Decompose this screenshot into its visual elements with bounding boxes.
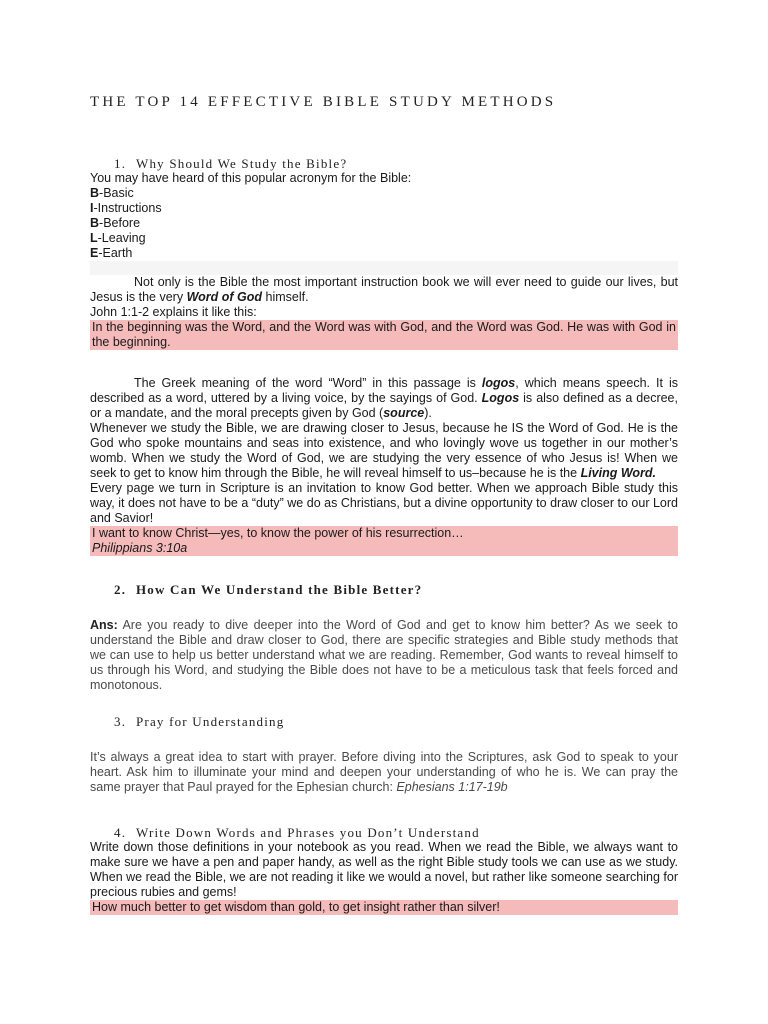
spacer-band: [90, 261, 678, 275]
quote-philippians-ref: Philippians 3:10a: [92, 541, 188, 555]
paragraph-understand-better: Ans: Are you ready to dive deeper into the Word of God and get to know him better? As we seek to understand the Bible and draw closer to God, there are specific strategies and Bible study methods that we can use to help us better understand what we are reading. Remember, God wants to reveal himself to us through his Word, and studying the Bible does not have to be a meticulous task that feels forced and monotonous.: [90, 618, 678, 692]
section-1-continued: [90, 376, 678, 556]
section-3-number: 3.: [114, 714, 127, 729]
section-4-title: Write Down Words and Phrases you Don’t Understand: [136, 825, 480, 840]
quote-wisdom-highlight: How much better to get wisdom than gold, to get insight rather than silver!: [90, 900, 678, 915]
quote-john-highlight: In the beginning was the Word, and the Word was with God, and the Word was God. He was with God in the beginning.: [92, 320, 676, 349]
acronym-item: B-Before: [90, 216, 141, 230]
section-2-number: 2.: [114, 582, 127, 597]
paragraph-logos: The Greek meaning of the word “Word” in this passage is logos, which means speech. It is described as a word, uttered by a living voice, by the sayings of God. Logos is also defined as a decree, or a mandate, and the moral precepts given by God (source).: [90, 376, 678, 420]
quote-philippians-highlight: [90, 526, 678, 556]
acronym-intro: You may have heard of this popular acronym for the Bible:: [90, 171, 412, 185]
section-3-body: [90, 750, 678, 795]
acronym-item: E-Earth: [90, 246, 133, 260]
acronym-item: B-Basic: [90, 186, 134, 200]
section-1-number: 1.: [114, 156, 127, 171]
section-3-title: Pray for Understanding: [136, 714, 285, 729]
section-2: [90, 582, 678, 597]
paragraph-word-of-god: Not only is the Bible the most important instruction book we will ever need to guide our lives, but Jesus is the very Word of God himself.: [90, 275, 678, 304]
acronym-item: I-Instructions: [90, 201, 162, 215]
acronym-item: L-Leaving: [90, 231, 146, 245]
section-3: [90, 714, 678, 729]
section-1-heading: [90, 156, 678, 171]
paragraph-write-down: Write down those definitions in your notebook as you read. When we read the Bible, we always want to make sure we have a pen and paper handy, as well as the right Bible study tools we can use as we study. When we read the Bible, we are not reading it like we would a novel, but rather like someone searching for precious rubies and gems!: [90, 840, 678, 899]
john-reference: John 1:1-2 explains it like this:: [90, 305, 257, 319]
section-4-number: 4.: [114, 825, 127, 840]
section-1-title: Why Should We Study the Bible?: [136, 156, 348, 171]
section-4-heading: [90, 825, 678, 840]
section-3-heading: [90, 714, 678, 729]
section-4: [90, 825, 678, 915]
paragraph-prayer: It’s always a great idea to start with prayer. Before diving into the Scriptures, ask God to speak to your heart. Ask him to illuminate your mind and deepen your understanding of who he is. We can pray the same prayer that Paul prayed for the Ephesian church: Ephesians 1:17-19b: [90, 750, 678, 794]
paragraph-living-word: Whenever we study the Bible, we are drawing closer to Jesus, because he IS the Word of God. He is the God who spoke mountains and seas into existence, and who lovingly wove us together in our mother’s womb. When we study the Word of God, we are studying the very essence of who Jesus is! When we seek to get to know him through the Bible, he will reveal himself to us–because he is the Living Word.: [90, 421, 678, 480]
section-2-title: How Can We Understand the Bible Better?: [136, 582, 423, 597]
section-2-body: [90, 618, 678, 693]
quote-philippians-text: I want to know Christ—yes, to know the power of his resurrection…: [92, 526, 464, 540]
document-title: THE TOP 14 EFFECTIVE BIBLE STUDY METHODS: [90, 94, 557, 110]
section-1: [90, 156, 678, 350]
section-2-heading: [90, 582, 678, 597]
paragraph-invitation: Every page we turn in Scripture is an invitation to know God better. When we approach Bible study this way, it does not have to be a “duty” we do as Christians, but a divine opportunity to draw closer to our Lord and Savior!: [90, 481, 678, 525]
